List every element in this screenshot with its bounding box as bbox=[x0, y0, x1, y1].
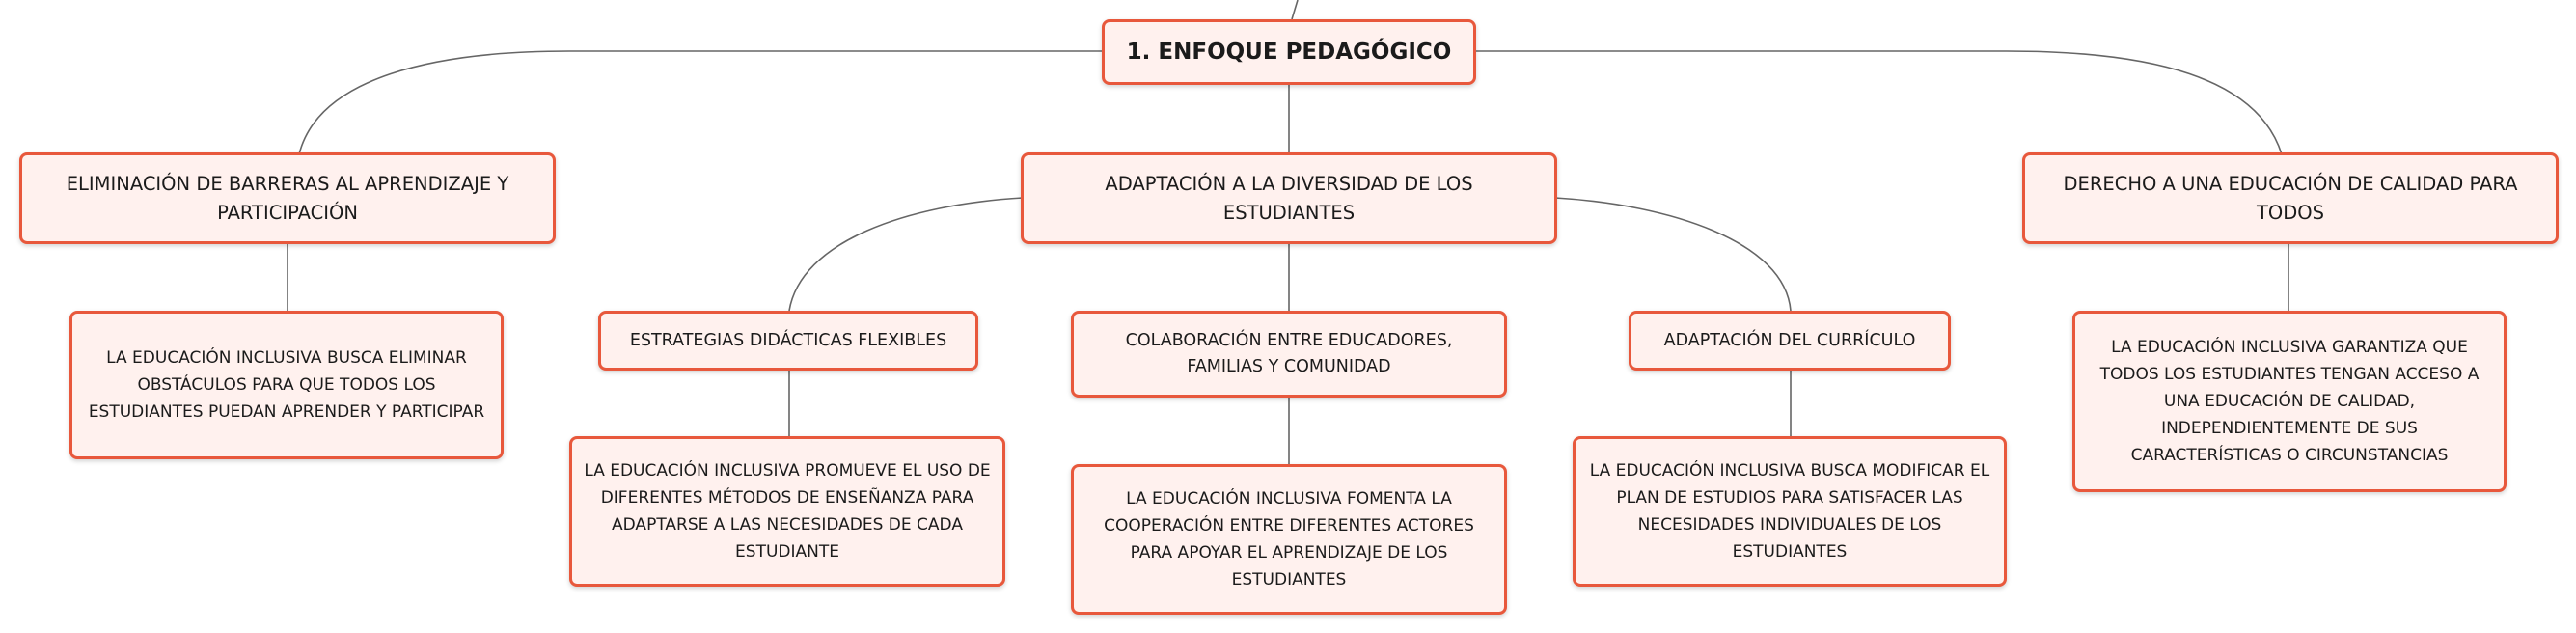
detail-barriers-text: LA EDUCACIÓN INCLUSIVA BUSCA ELIMINAR OBSTÁCULOS PARA QUE TODOS LOS ESTUDIANTES PUEDAN APRENDER Y PARTICIPAR bbox=[88, 348, 485, 422]
branch-barriers-label: ELIMINACIÓN DE BARRERAS AL APRENDIZAJE Y PARTICIPACIÓN bbox=[66, 172, 509, 224]
detail-strategies[interactable] bbox=[569, 436, 1005, 587]
child-curriculum[interactable] bbox=[1629, 311, 1951, 371]
detail-curriculum-text: LA EDUCACIÓN INCLUSIVA BUSCA MODIFICAR EL PLAN DE ESTUDIOS PARA SATISFACER LAS NECESIDADES INDIVIDUALES DE LOS ESTUDIANTES bbox=[1589, 461, 1990, 562]
detail-quality-text: LA EDUCACIÓN INCLUSIVA GARANTIZA QUE TODOS LOS ESTUDIANTES TENGAN ACCESO A UNA EDUCACIÓN DE CALIDAD, INDEPENDIENTEMENTE DE SUS CARACTERÍSTICAS O CIRCUNSTANCIAS bbox=[2099, 338, 2480, 465]
detail-curriculum[interactable] bbox=[1573, 436, 2007, 587]
branch-barriers[interactable] bbox=[19, 152, 556, 244]
connector-root-left bbox=[299, 51, 1102, 154]
child-collaboration-label: COLABORACIÓN ENTRE EDUCADORES, FAMILIAS Y COMUNIDAD bbox=[1125, 331, 1453, 376]
connector-center-left bbox=[789, 198, 1023, 311]
branch-diversity[interactable] bbox=[1021, 152, 1557, 244]
child-strategies[interactable] bbox=[598, 311, 978, 371]
root-node[interactable] bbox=[1102, 19, 1476, 85]
child-strategies-label: ESTRATEGIAS DIDÁCTICAS FLEXIBLES bbox=[629, 330, 947, 350]
connector-center-right bbox=[1555, 198, 1791, 311]
detail-collaboration-text: LA EDUCACIÓN INCLUSIVA FOMENTA LA COOPERACIÓN ENTRE DIFERENTES ACTORES PARA APOYAR EL APRENDIZAJE DE LOS ESTUDIANTES bbox=[1104, 489, 1474, 590]
root-label: 1. ENFOQUE PEDAGÓGICO bbox=[1126, 40, 1452, 65]
branch-diversity-label: ADAPTACIÓN A LA DIVERSIDAD DE LOS ESTUDIANTES bbox=[1105, 172, 1473, 224]
child-collaboration[interactable] bbox=[1071, 311, 1507, 398]
connector-parent bbox=[1292, 0, 1298, 19]
detail-strategies-text: LA EDUCACIÓN INCLUSIVA PROMUEVE EL USO DE DIFERENTES MÉTODOS DE ENSEÑANZA PARA ADAPTARSE A LAS NECESIDADES DE CADA ESTUDIANTE bbox=[584, 461, 991, 562]
branch-quality[interactable] bbox=[2022, 152, 2559, 244]
connector-root-right bbox=[1476, 51, 2282, 154]
detail-barriers[interactable] bbox=[69, 311, 504, 459]
detail-collaboration[interactable] bbox=[1071, 464, 1507, 615]
detail-quality[interactable] bbox=[2072, 311, 2507, 492]
branch-quality-label: DERECHO A UNA EDUCACIÓN DE CALIDAD PARA TODOS bbox=[2063, 172, 2518, 224]
child-curriculum-label: ADAPTACIÓN DEL CURRÍCULO bbox=[1663, 330, 1916, 350]
